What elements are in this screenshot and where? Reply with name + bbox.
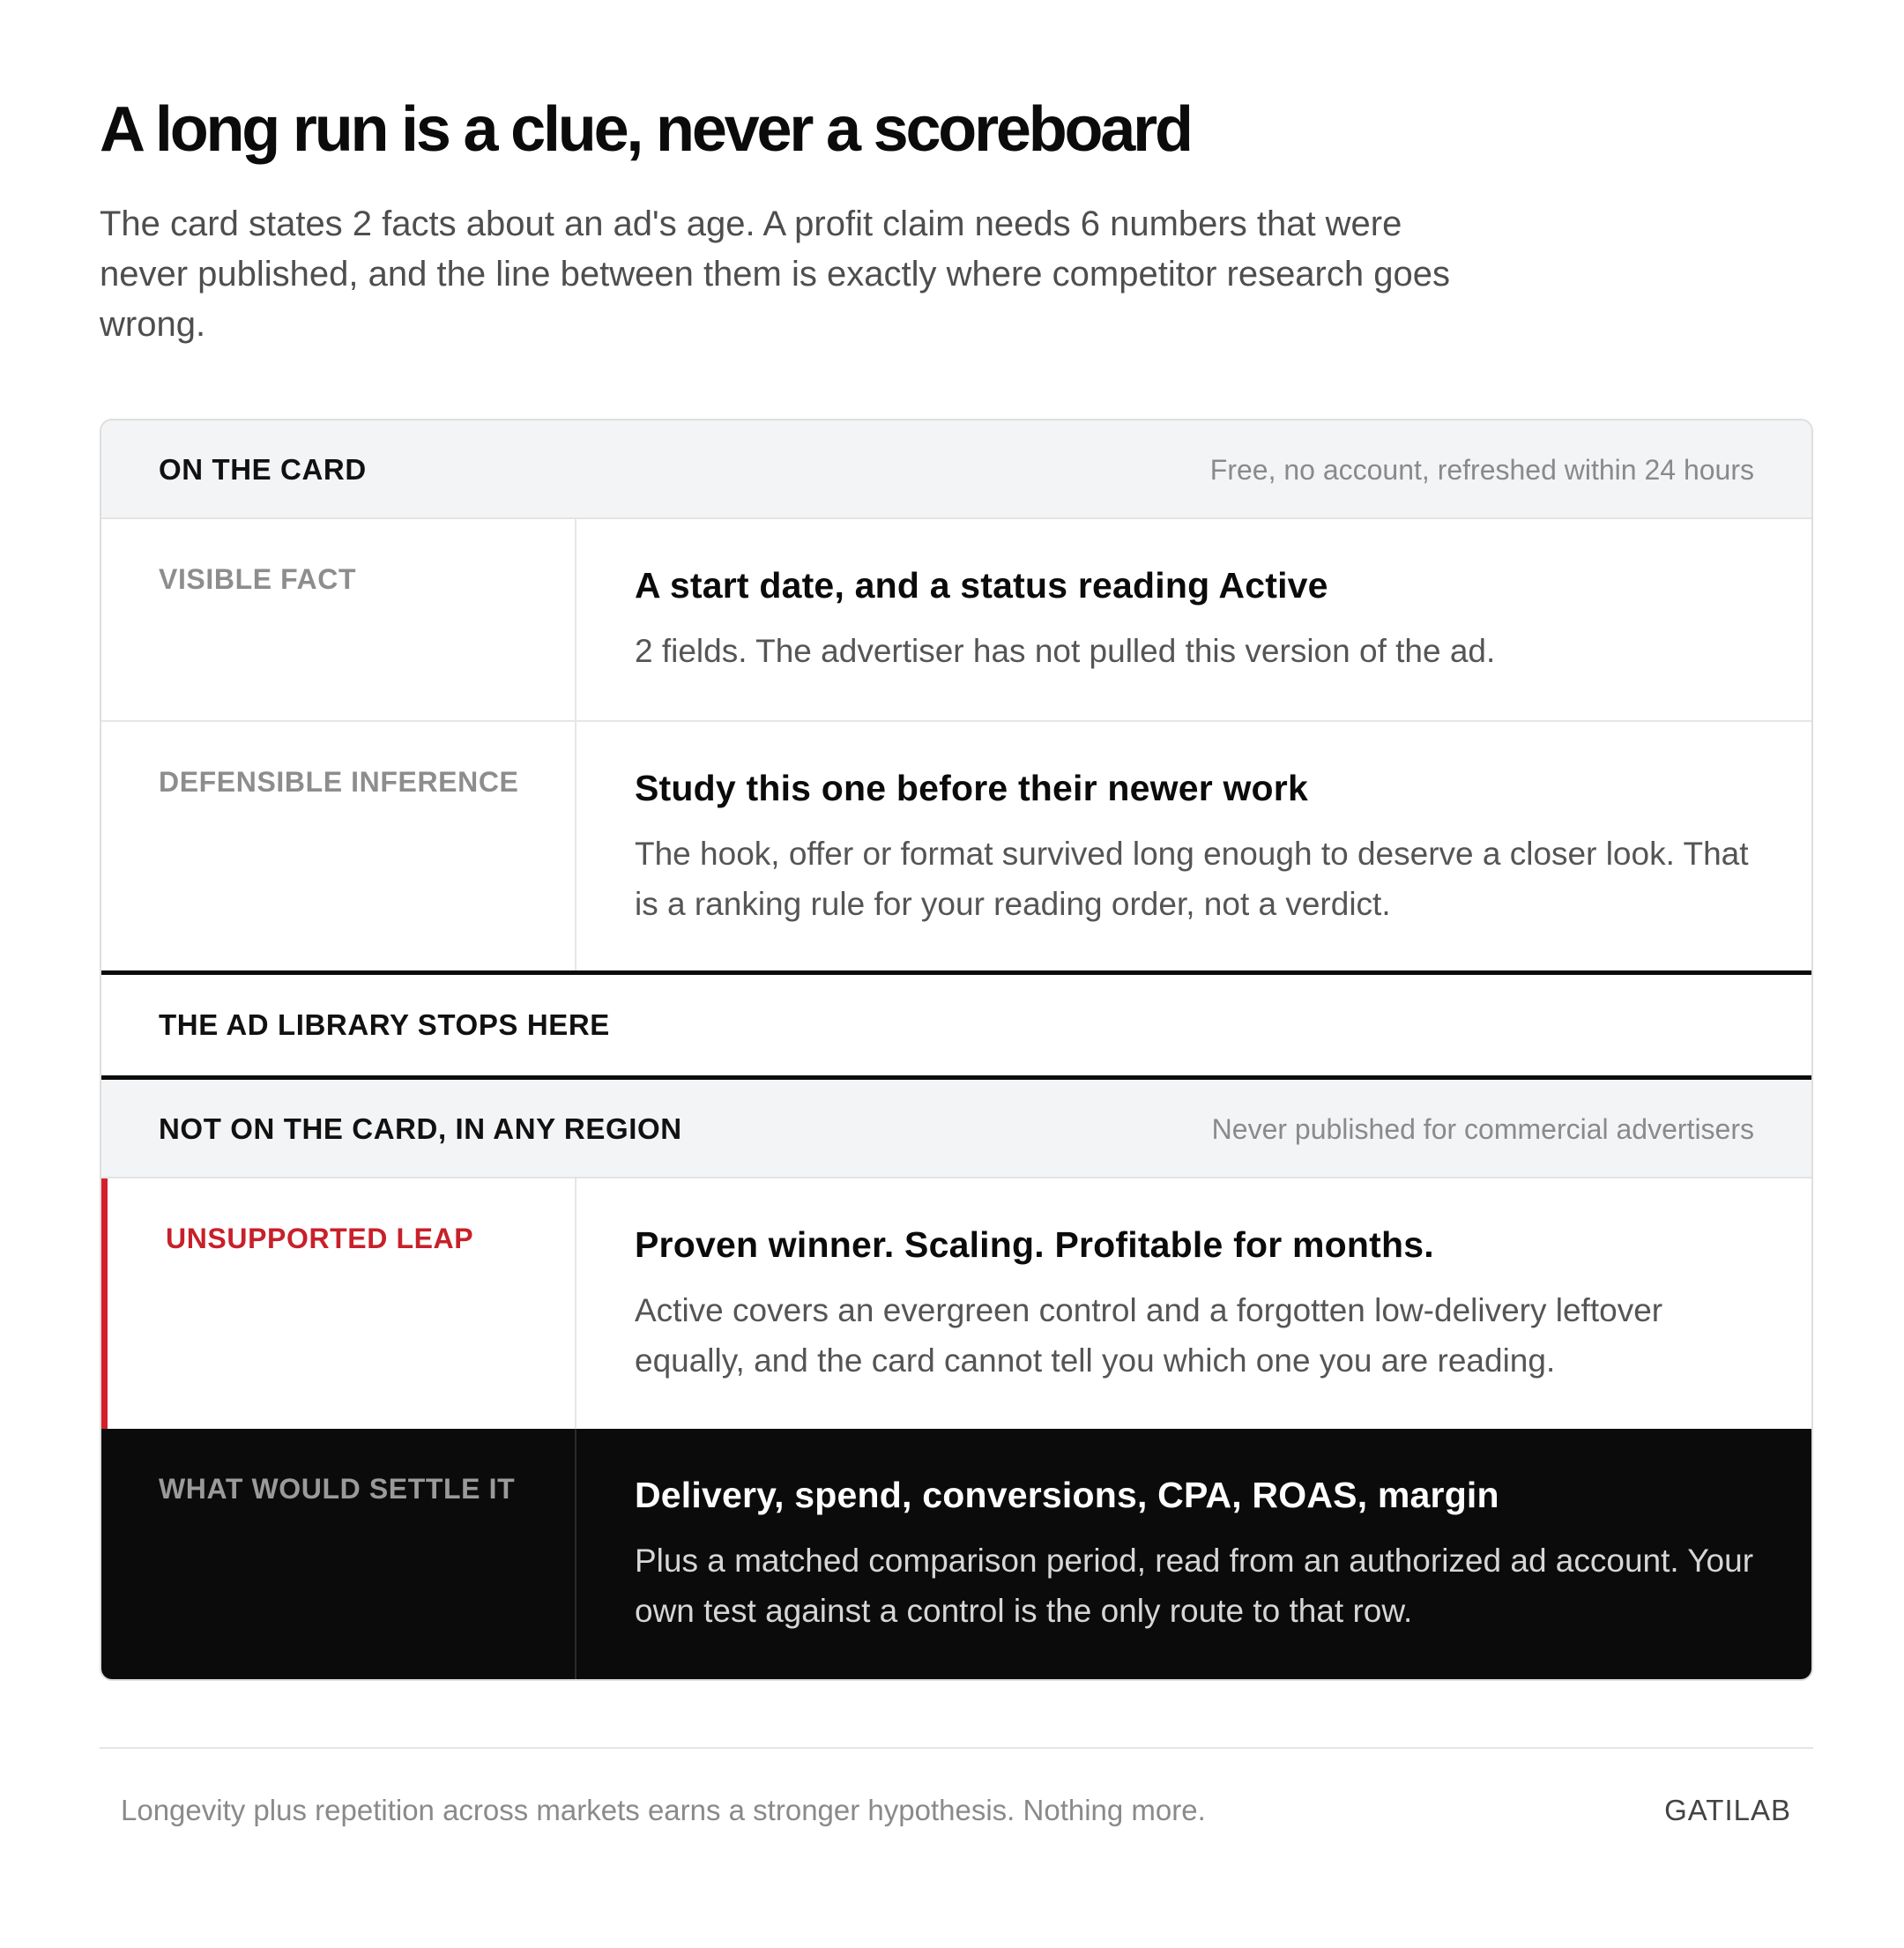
off-card-note: Never published for commercial advertisers <box>1211 1113 1754 1145</box>
footer-note: Longevity plus repetition across markets earns a stronger hypothesis. Nothing more. <box>121 1794 1206 1826</box>
page-subtitle: The card states 2 facts about an ad's age. A profit claim needs 6 numbers that were never published, and the line between them is exactly where competitor research goes wrong. <box>100 204 1450 344</box>
row-body: Plus a matched comparison period, read from an authorized ad account. Your own test against a control is the only route to that row. <box>635 1543 1754 1629</box>
stop-label: THE AD LIBRARY STOPS HERE <box>159 1008 610 1041</box>
brand-wordmark: GATILAB <box>1664 1794 1791 1826</box>
comparison-card <box>100 419 1813 1681</box>
on-card-note: Free, no account, refreshed within 24 hours <box>1209 454 1754 486</box>
row-body: Active covers an evergreen control and a forgotten low-delivery leftover equally, and the card cannot tell you which one you are reading. <box>635 1292 1663 1379</box>
on-card-label: ON THE CARD <box>159 453 367 486</box>
row-unsupported-leap <box>101 1178 1811 1429</box>
row-heading: Delivery, spend, conversions, CPA, ROAS, margin <box>635 1475 1499 1515</box>
row-heading: Study this one before their newer work <box>635 768 1308 808</box>
row-body: 2 fields. The advertiser has not pulled this version of the ad. <box>635 633 1496 669</box>
footer-divider <box>100 1747 1813 1749</box>
row-label-cell <box>101 1429 576 1681</box>
page-title: A long run is a clue, never a scoreboard <box>100 94 1191 165</box>
row-what-would-settle-it <box>101 1429 1811 1681</box>
row-heading: Proven winner. Scaling. Profitable for months. <box>635 1224 1434 1265</box>
row-visible-fact <box>101 519 1811 722</box>
row-label: VISIBLE FACT <box>159 563 357 595</box>
row-label: UNSUPPORTED LEAP <box>166 1223 474 1254</box>
off-card-band <box>101 1080 1811 1178</box>
row-heading: A start date, and a status reading Active <box>635 565 1328 606</box>
off-card-label: NOT ON THE CARD, IN ANY REGION <box>159 1112 682 1145</box>
row-label: DEFENSIBLE INFERENCE <box>159 766 519 798</box>
ad-library-stop-divider <box>101 970 1811 1080</box>
row-body: The hook, offer or format survived long enough to deserve a closer look. That is a ranking rule for your reading order, not a verdict. <box>635 836 1749 922</box>
row-label-cell <box>101 1178 576 1429</box>
on-card-band <box>101 420 1811 519</box>
row-label: WHAT WOULD SETTLE IT <box>159 1473 516 1505</box>
row-defensible-inference <box>101 722 1811 970</box>
row-label-cell <box>101 722 576 970</box>
row-label-cell <box>101 519 576 720</box>
